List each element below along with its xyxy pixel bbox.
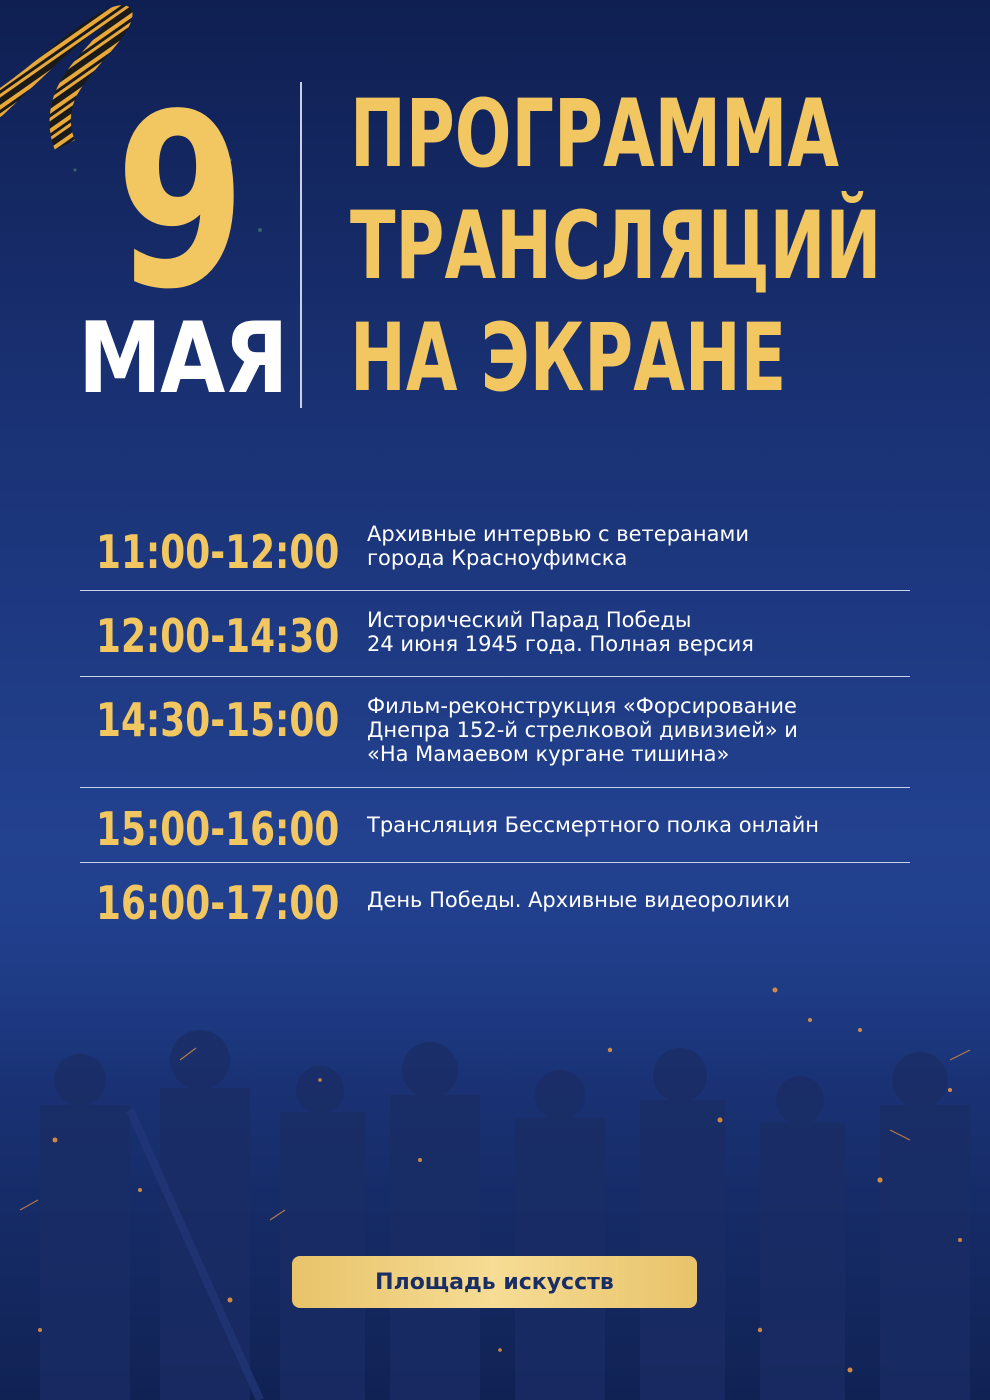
venue-label: Площадь искусств (375, 1269, 614, 1295)
schedule-time: 14:30-15:00 (96, 693, 340, 747)
date-month: МАЯ (78, 302, 287, 416)
schedule-divider (80, 590, 910, 591)
schedule-time: 12:00-14:30 (96, 609, 340, 663)
venue-badge (292, 1256, 697, 1308)
schedule-description: Архивные интервью с ветеранами города Красноуфимска (367, 522, 749, 570)
schedule-divider (80, 676, 910, 677)
schedule-description: Трансляция Бессмертного полка онлайн (367, 813, 819, 837)
title-line-2: ТРАНСЛЯЦИЙ (350, 192, 882, 301)
header-divider (300, 82, 302, 408)
schedule-time: 16:00-17:00 (96, 876, 340, 930)
schedule-divider (80, 862, 910, 863)
schedule-divider (80, 787, 910, 788)
date-day: 9 (115, 62, 246, 342)
schedule-description: Исторический Парад Победы 24 июня 1945 года. Полная версия (367, 608, 754, 656)
title-line-3: НА ЭКРАНЕ (350, 304, 787, 413)
schedule-description: Фильм-реконструкция «Форсирование Днепра 152-й стрелковой дивизией» и «На Мамаевом кургане тишина» (367, 694, 798, 766)
schedule-time: 15:00-16:00 (96, 802, 340, 856)
schedule-description: День Победы. Архивные видеоролики (367, 888, 791, 912)
title-line-1: ПРОГРАММА (350, 80, 840, 189)
schedule-time: 11:00-12:00 (96, 525, 340, 579)
